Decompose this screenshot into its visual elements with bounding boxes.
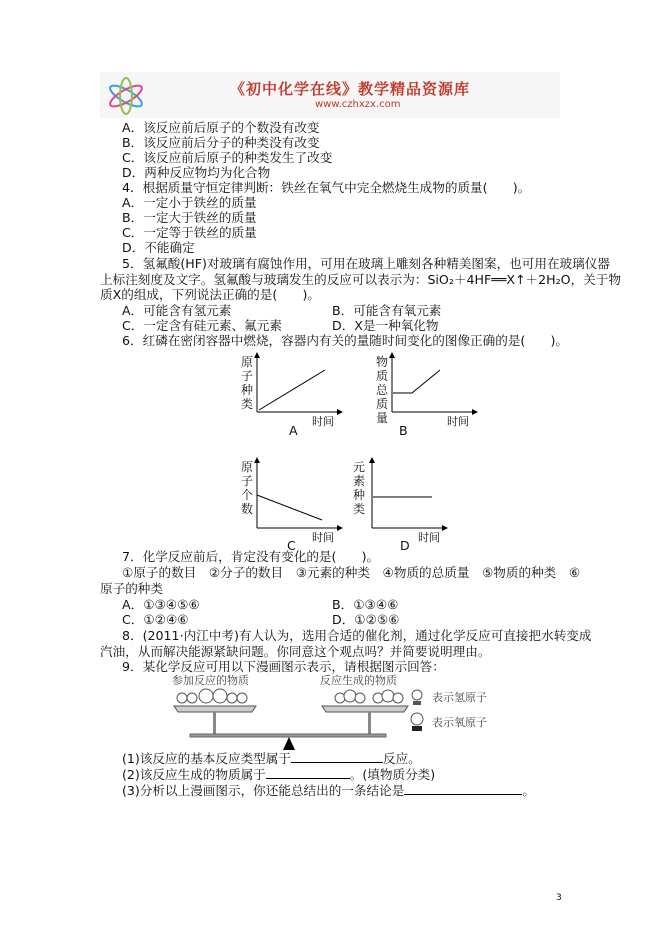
q8-line: 8．(2011·内江中考)有人认为，选用合适的催化剂，通过化学反应可直接把水转变成 [122, 628, 592, 643]
graph-c [257, 460, 340, 528]
q8-line: 汽油，从而解决能源紧缺问题。你同意这个观点吗？并简要说明理由。 [100, 644, 491, 659]
q5-option-d: D．X是一种氧化物 [332, 318, 439, 333]
q4-stem: 4．根据质量守恒定律判断：铁丝在氧气中完全燃烧生成物的质量( )。 [122, 180, 531, 195]
graph-b-xlabel: 时间 [447, 415, 469, 428]
q9-sub1 [122, 750, 421, 766]
graph-b [392, 355, 475, 412]
q7-option-c: C．①②④⑥ [122, 612, 189, 627]
graph-a-line [259, 370, 325, 410]
balance-scale-illustration [170, 688, 410, 750]
graph-c-line [257, 495, 322, 520]
q9-right-label: 反应生成的物质 [320, 674, 397, 687]
q5-line: 上标注刻度及文字。氢氟酸与玻璃发生的反应可以表示为：SiO₂＋4HF══X↑＋2H₂O，关于物 [100, 272, 621, 287]
q5-option-b: B．可能含有氧元素 [332, 303, 442, 318]
q5-line: 5．氢氟酸(HF)对玻璃有腐蚀作用，可用在玻璃上雕刻各种精美图案，也可用在玻璃仪器 [122, 256, 610, 271]
banner-title: 《初中化学在线》教学精品资源库 [230, 80, 471, 98]
q5-option-c: C．一定含有硅元素、氟元素 [122, 318, 282, 333]
q7-items: 原子的种类 [100, 581, 163, 596]
graph-b-ylabel: 物质总质量 [375, 355, 388, 425]
graph-a-label: A [289, 423, 298, 438]
q9-sub3-text: (3)分析以上漫画图示，你还能总结出的一条结论是 [122, 783, 405, 798]
hydrogen-atom-icon [410, 688, 424, 708]
graph-a-ylabel: 原子种类 [240, 355, 253, 411]
answer-blank-1[interactable] [291, 750, 383, 763]
graph-c-ylabel: 原子个数 [240, 460, 253, 516]
legend-hydrogen: 表示氢原子 [432, 691, 487, 704]
graph-b-label: B [399, 423, 408, 438]
banner-url: www.czhxzx.com [315, 99, 401, 110]
q9-sub3-suffix: 。 [522, 783, 535, 798]
q6-stem: 6．红磷在密闭容器中燃烧，容器内有关的量随时间变化的图像正确的是( )。 [122, 333, 569, 348]
q3-option-b: B．该反应前后分子的种类没有改变 [122, 135, 320, 150]
q9-sub1-text: (1)该反应的基本反应类型属于 [122, 751, 291, 766]
q4-option-b: B．一定大于铁丝的质量 [122, 210, 257, 225]
graph-d-label: D [400, 538, 410, 553]
oxygen-atom-icon [410, 711, 424, 733]
graph-a-xlabel: 时间 [312, 415, 334, 428]
q9-left-label: 参加反应的物质 [172, 674, 249, 687]
graph-c-label: C [287, 538, 296, 553]
graph-a [257, 355, 340, 412]
graph-d [372, 460, 445, 528]
q3-option-d: D．两种反应物均为化合物 [122, 165, 271, 180]
graph-d-xlabel: 时间 [418, 531, 440, 544]
q7-option-d: D．①②⑤⑥ [332, 612, 400, 627]
q9-sub2-suffix: 。(填物质分类) [349, 767, 436, 782]
q7-option-a: A．①③④⑤⑥ [122, 597, 200, 612]
fulcrum-icon [283, 737, 295, 750]
q9-stem: 9．某化学反应可用以下漫画图示表示，请根据图示回答： [122, 659, 445, 674]
answer-blank-2[interactable] [266, 766, 350, 779]
q3-option-c: C．该反应前后原子的种类发生了改变 [122, 150, 333, 165]
q4-option-a: A．一定小于铁丝的质量 [122, 195, 257, 210]
q3-option-a: A．该反应前后原子的个数没有改变 [122, 120, 320, 135]
legend-oxygen: 表示氧原子 [432, 716, 487, 729]
q9-sub3 [122, 782, 535, 798]
q9-sub2 [122, 766, 435, 782]
page-number: 3 [556, 893, 562, 903]
q7-items: ①原子的数目 ②分子的数目 ③元素的种类 ④物质的总质量 ⑤物质的种类 ⑥ [122, 565, 581, 580]
q7-stem: 7．化学反应前后，肯定没有变化的是( )。 [122, 549, 380, 564]
q4-option-c: C．一定等于铁丝的质量 [122, 225, 257, 240]
graph-b-line [393, 370, 440, 393]
graph-c-xlabel: 时间 [312, 531, 334, 544]
graph-d-ylabel: 元素种类 [352, 460, 365, 516]
q5-line: 质X的组成，下列说法正确的是( )。 [100, 287, 320, 302]
q9-sub2-text: (2)该反应生成的物质属于 [122, 767, 266, 782]
q7-option-b: B．①③④⑥ [332, 597, 399, 612]
q5-option-a: A．可能含有氢元素 [122, 303, 232, 318]
answer-blank-3[interactable] [404, 782, 522, 795]
q9-sub1-suffix: 反应。 [382, 751, 421, 766]
q4-option-d: D．不能确定 [122, 240, 195, 255]
